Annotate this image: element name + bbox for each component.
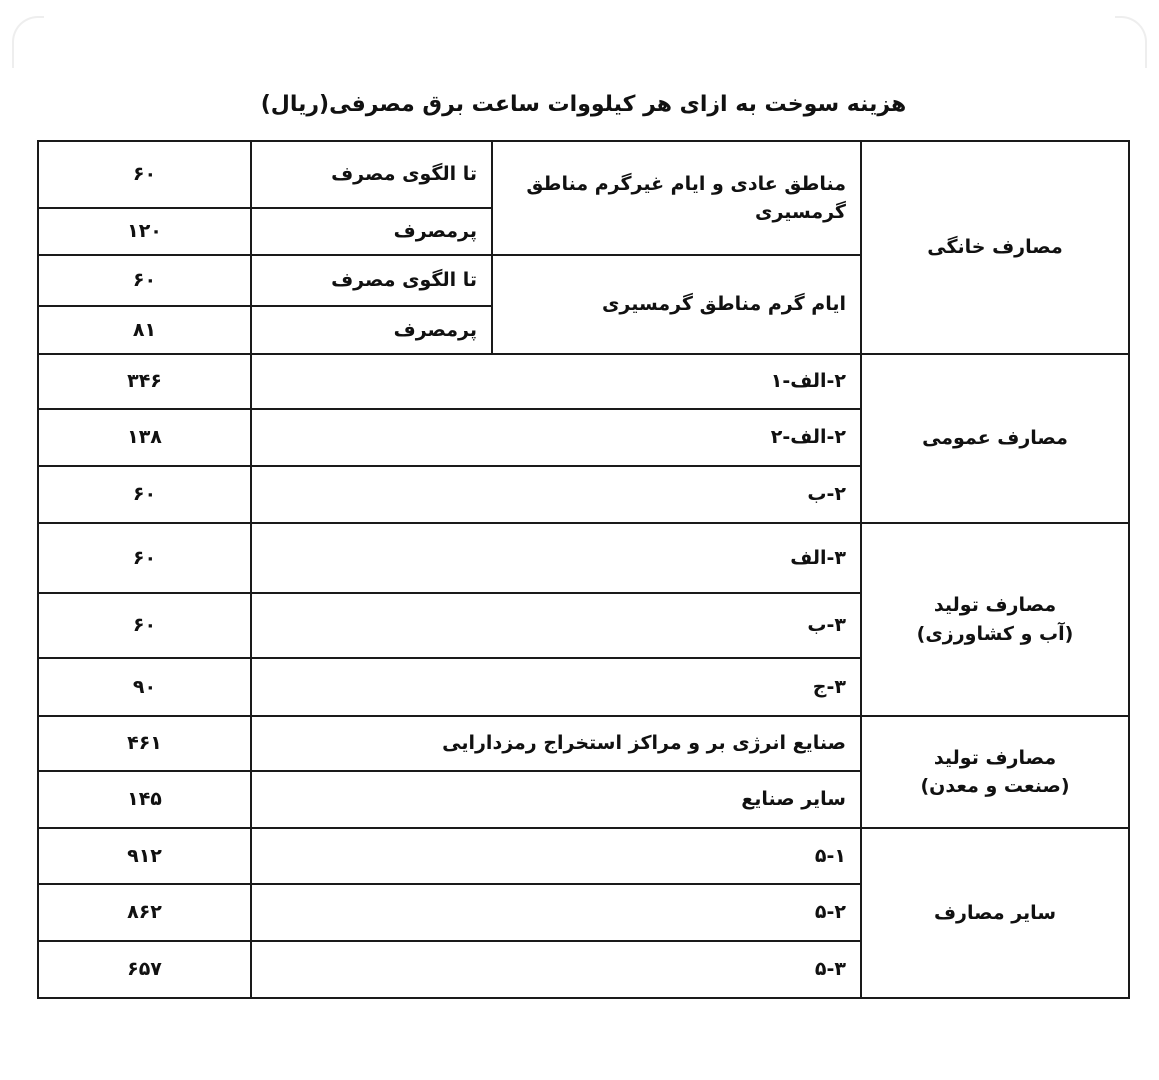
label-cell: ۳-ب — [251, 593, 861, 658]
label-cell: ۲-ب — [251, 466, 861, 523]
value-cell: ۶۵۷ — [38, 941, 251, 998]
value-cell: ۶۰ — [38, 523, 251, 593]
value-cell: ۹۰ — [38, 658, 251, 716]
frame-corner-right — [1115, 16, 1147, 68]
label-cell: ۳-الف — [251, 523, 861, 593]
fuel-cost-table — [37, 140, 1130, 999]
label-cell: ۵-۲ — [251, 884, 861, 941]
subgroup-cell-hot-regions: ایام گرم مناطق گرمسیری — [492, 255, 861, 354]
table-row — [38, 828, 1129, 884]
value-cell: ۱۲۰ — [38, 208, 251, 255]
category-cell-other: سایر مصارف — [861, 828, 1129, 998]
value-cell: ۹۱۲ — [38, 828, 251, 884]
label-cell: صنایع انرژی بر و مراکز استخراج رمزدارایی — [251, 716, 861, 771]
category-line-2: (آب و کشاورزی) — [916, 622, 1074, 645]
category-cell-industry — [861, 716, 1129, 828]
category-cell-public: مصارف عمومی — [861, 354, 1129, 523]
condition-cell: تا الگوی مصرف — [251, 255, 492, 306]
value-cell: ۸۱ — [38, 306, 251, 354]
value-cell: ۶۰ — [38, 593, 251, 658]
value-cell: ۱۳۸ — [38, 409, 251, 466]
value-cell: ۶۰ — [38, 466, 251, 523]
condition-cell: پرمصرف — [251, 208, 492, 255]
table-row — [38, 354, 1129, 409]
table-row — [38, 716, 1129, 771]
value-cell: ۶۰ — [38, 141, 251, 208]
value-cell: ۱۴۵ — [38, 771, 251, 828]
label-cell: ۵-۳ — [251, 941, 861, 998]
label-cell: ۳-ج — [251, 658, 861, 716]
category-line-1: مصارف تولید — [933, 746, 1057, 769]
frame-corner-left — [12, 16, 44, 68]
value-cell: ۸۶۲ — [38, 884, 251, 941]
title-text: هزینه سوخت به ازای هر کیلووات ساعت برق مصرفی(ریال) — [260, 92, 907, 117]
category-line-2: (صنعت و معدن) — [920, 775, 1070, 797]
value-cell: ۴۶۱ — [38, 716, 251, 771]
value-cell: ۶۰ — [38, 255, 251, 306]
label-cell: سایر صنایع — [251, 771, 861, 828]
label-cell: ۵-۱ — [251, 828, 861, 884]
label-cell: ۲-الف-۱ — [251, 354, 861, 409]
category-line-1: مصارف تولید — [933, 594, 1057, 616]
condition-cell: تا الگوی مصرف — [251, 141, 492, 208]
label-cell: ۲-الف-۲ — [251, 409, 861, 466]
table-row — [38, 523, 1129, 593]
subgroup-cell-normal-regions: مناطق عادی و ایام غیرگرم مناطق گرمسیری — [492, 141, 861, 255]
condition-cell: پرمصرف — [251, 306, 492, 354]
category-cell-agriculture — [861, 523, 1129, 716]
page-title — [0, 92, 1159, 117]
category-cell-domestic: مصارف خانگی — [861, 141, 1129, 354]
table-row — [38, 141, 1129, 208]
value-cell: ۳۴۶ — [38, 354, 251, 409]
